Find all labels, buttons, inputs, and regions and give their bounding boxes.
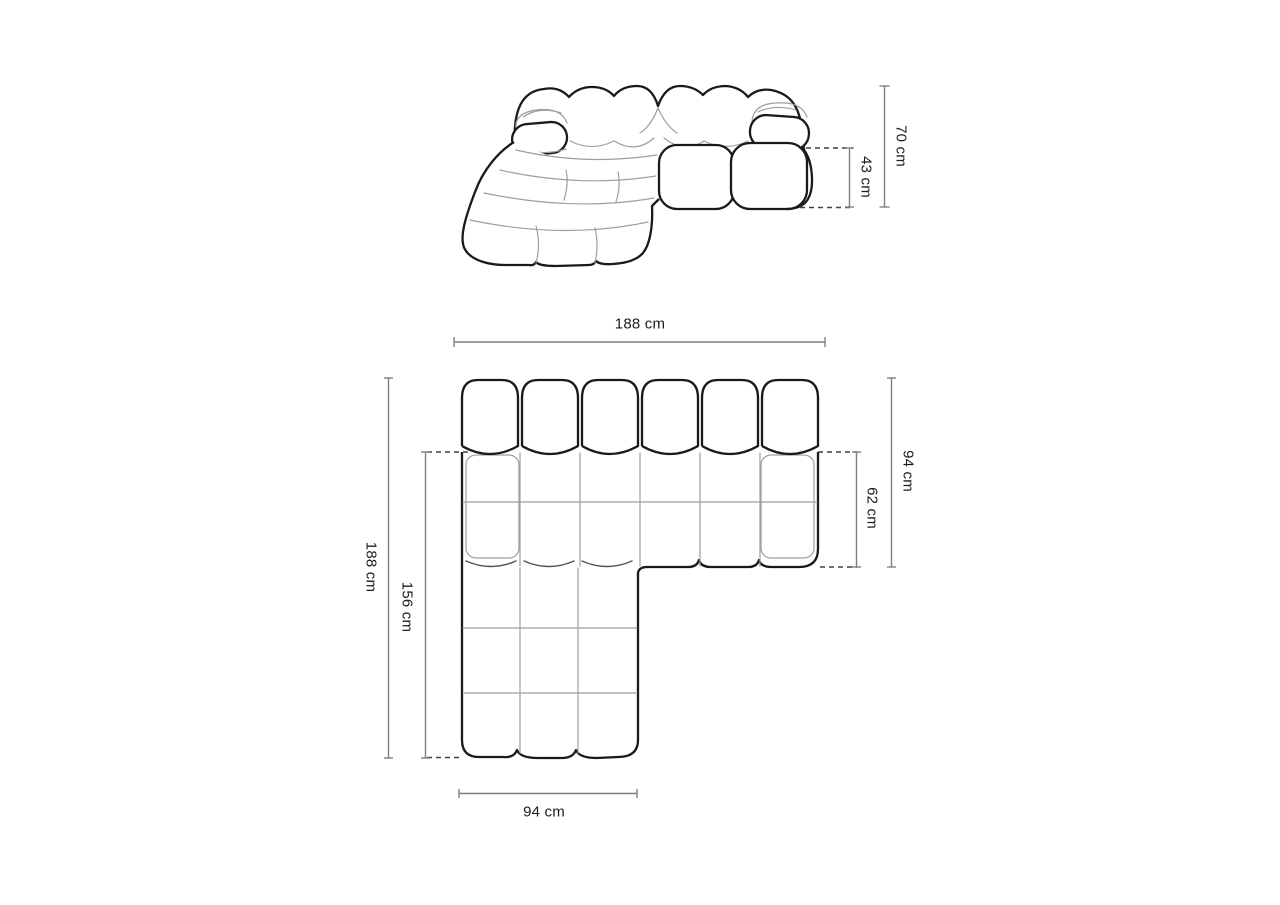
perspective-dimension-lines [800,86,890,208]
dim-line-overall-height [880,86,890,207]
dim-line-overall-depth [887,378,896,567]
back-cushion [642,380,698,454]
dim-line-chaise-width [459,789,637,798]
dim-line-overall-length [384,378,393,758]
dim-label-overall-depth: 94 cm [899,450,917,492]
back-cushion [762,380,818,454]
dim-label-overall-height: 70 cm [892,125,910,167]
seat-cushion-right [731,143,807,209]
back-cushion [522,380,578,454]
chaise-outline [463,142,659,266]
dim-label-overall-length: 188 cm [362,541,380,593]
back-cushion [702,380,758,454]
dim-line-seat-depth [852,452,861,567]
seat-cushion-left [659,145,734,209]
back-cushion [582,380,638,454]
dim-label-chaise-length: 156 cm [398,581,416,633]
dim-line-chaise-length [421,452,430,758]
dim-label-chaise-width: 94 cm [523,803,565,821]
dim-label-overall-width: 188 cm [614,315,666,333]
dim-label-seat-height: 43 cm [857,156,875,198]
dim-label-seat-depth: 62 cm [863,487,881,529]
plan-view-drawing [462,380,818,758]
dim-line-overall-width [454,337,825,347]
back-cushion [462,380,518,454]
perspective-view-drawing [463,86,812,266]
dim-line-seat-height [845,148,854,207]
